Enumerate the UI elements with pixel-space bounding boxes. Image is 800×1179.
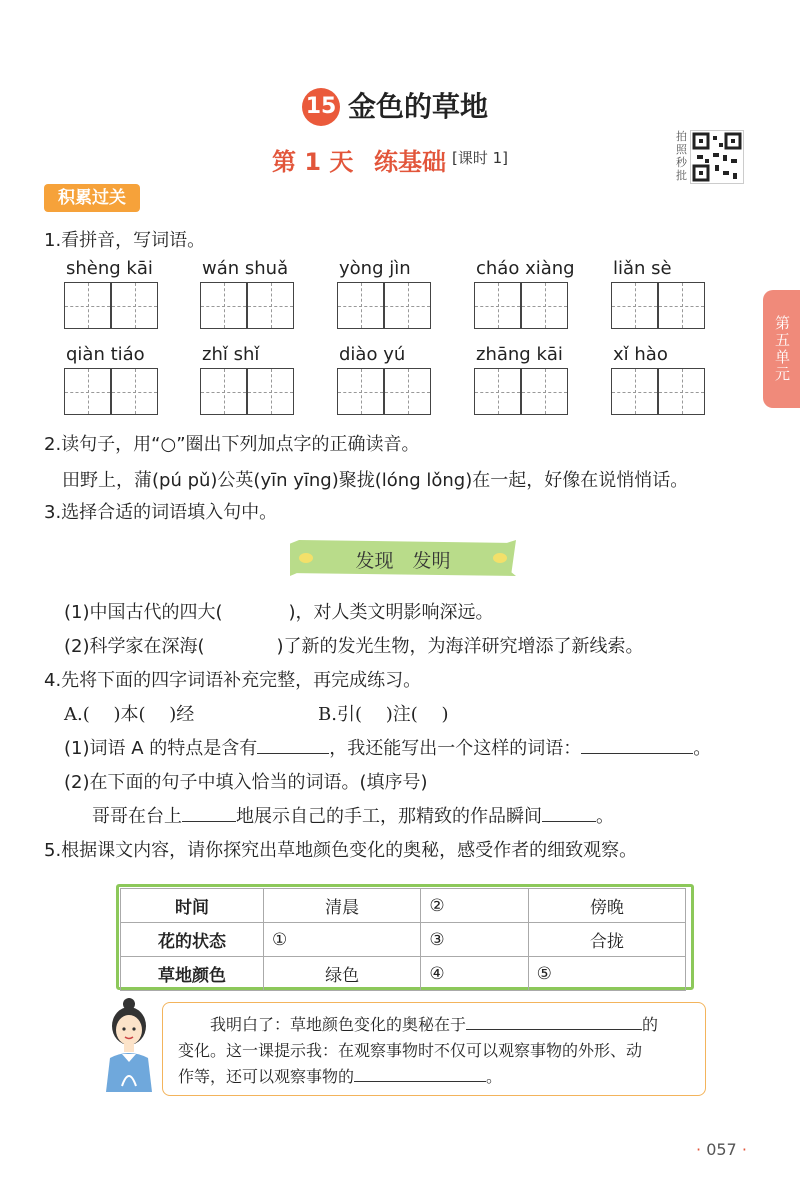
- table-cell: 合拢: [528, 923, 685, 957]
- writing-cell[interactable]: [658, 282, 705, 329]
- pinyin-label: xǐ hào: [613, 344, 668, 365]
- writing-cell[interactable]: [64, 368, 111, 415]
- lesson-tag: [课时 1]: [452, 149, 509, 167]
- table-row: [121, 923, 686, 957]
- practice-label: 练基础: [374, 148, 446, 176]
- table-cell[interactable]: ④: [421, 957, 528, 991]
- pinyin-label: diào yú: [339, 344, 406, 365]
- q3-prompt: 3.选择合适的词语填入句中。: [44, 502, 278, 523]
- lesson-number: 15: [302, 88, 340, 126]
- q4-sentence: 哥哥在台上 地展示自己的手工，那精致的作品瞬间 。: [92, 806, 614, 827]
- writing-cell[interactable]: [247, 368, 294, 415]
- girl-illustration: [98, 996, 160, 1092]
- unit-side-tab: 第五单元: [763, 290, 800, 408]
- q4-sub-1-blank-a[interactable]: [257, 753, 329, 754]
- writing-cell[interactable]: [337, 368, 384, 415]
- writing-cell[interactable]: [521, 282, 568, 329]
- q3-item-1: (1)中国古代的四大( )，对人类文明影响深远。: [64, 602, 494, 623]
- table-cell: 时间: [121, 889, 264, 923]
- reflection-text: 我明白了：草地颜色变化的奥秘在于 的 变化。这一课提示我：在观察事物时不仅可以观察事物的外形、动 作等，还可以观察事物的 。: [178, 1015, 659, 1086]
- section-tag: 积累过关: [44, 184, 140, 212]
- note-blank-a[interactable]: [466, 1029, 642, 1030]
- q4-sentence-blank-a[interactable]: [182, 821, 236, 822]
- q4-sub-1: (1)词语 A 的特点是含有 ，我还能写出一个这样的词语： 。: [64, 738, 712, 759]
- q4-sub-2: (2)在下面的句子中填入恰当的词语。(填序号): [64, 772, 428, 793]
- q4-option-b: B.引( )注( ): [318, 704, 449, 725]
- writing-cell[interactable]: [111, 368, 158, 415]
- q1-prompt: 1.看拼音，写词语。: [44, 230, 206, 251]
- table-cell: 草地颜色: [121, 957, 264, 991]
- writing-cell[interactable]: [200, 368, 247, 415]
- pinyin-label: zhāng kāi: [476, 344, 563, 365]
- writing-cell[interactable]: [111, 282, 158, 329]
- writing-cell[interactable]: [474, 282, 521, 329]
- writing-cell[interactable]: [247, 282, 294, 329]
- q2-prompt: 2.读句子，用“○”圈出下列加点字的正确读音。: [44, 434, 420, 455]
- day-label: 第 1 天: [272, 148, 354, 176]
- pinyin-label: cháo xiàng: [476, 258, 575, 279]
- table-cell[interactable]: ③: [421, 923, 528, 957]
- writing-cell[interactable]: [64, 282, 111, 329]
- q2-sentence: 田野上，蒲(pú pǔ)公英(yīn yīng)聚拢(lóng lǒng)在一起，好像在说悄悄话。: [62, 470, 689, 491]
- writing-cell[interactable]: [474, 368, 521, 415]
- q4-prompt: 4.先将下面的四字词语补充完整，再完成练习。: [44, 670, 422, 691]
- table-cell: 花的状态: [121, 923, 264, 957]
- q4-sub-1-blank-b[interactable]: [581, 753, 693, 754]
- lesson-title: 金色的草地: [348, 90, 489, 123]
- writing-cell[interactable]: [384, 282, 431, 329]
- note-blank-b[interactable]: [354, 1081, 486, 1082]
- writing-cell[interactable]: [611, 282, 658, 329]
- writing-cell[interactable]: [611, 368, 658, 415]
- table-cell: 傍晚: [528, 889, 685, 923]
- qr-code-icon[interactable]: [690, 130, 744, 184]
- table-cell: 绿色: [264, 957, 421, 991]
- pinyin-label: wán shuǎ: [202, 258, 289, 279]
- pinyin-label: qiàn tiáo: [66, 344, 145, 365]
- writing-cell[interactable]: [337, 282, 384, 329]
- table-cell[interactable]: ①: [264, 923, 421, 957]
- table-cell[interactable]: ②: [421, 889, 528, 923]
- table-row: [121, 889, 686, 923]
- q3-item-2: (2)科学家在深海( )了新的发光生物，为海洋研究增添了新线索。: [64, 636, 644, 657]
- pinyin-label: liǎn sè: [613, 258, 672, 279]
- q5-prompt: 5.根据课文内容，请你探究出草地颜色变化的奥秘，感受作者的细致观察。: [44, 840, 638, 861]
- writing-cell[interactable]: [658, 368, 705, 415]
- q4-option-a: A.( )本( )经: [64, 704, 195, 725]
- pinyin-label: shèng kāi: [66, 258, 153, 279]
- word-choices: 发现 发明: [355, 550, 451, 572]
- table-cell[interactable]: ⑤: [528, 957, 685, 991]
- table-row: [121, 957, 686, 991]
- writing-cell[interactable]: [384, 368, 431, 415]
- qr-label: 拍照秒批: [676, 130, 687, 182]
- q4-sentence-blank-b[interactable]: [542, 821, 596, 822]
- pinyin-label: zhǐ shǐ: [202, 344, 260, 365]
- writing-cell[interactable]: [200, 282, 247, 329]
- page-number: · 057 ·: [696, 1140, 747, 1159]
- pinyin-label: yòng jìn: [339, 258, 411, 279]
- table-cell: 清晨: [264, 889, 421, 923]
- observation-table: [120, 888, 686, 991]
- writing-cell[interactable]: [521, 368, 568, 415]
